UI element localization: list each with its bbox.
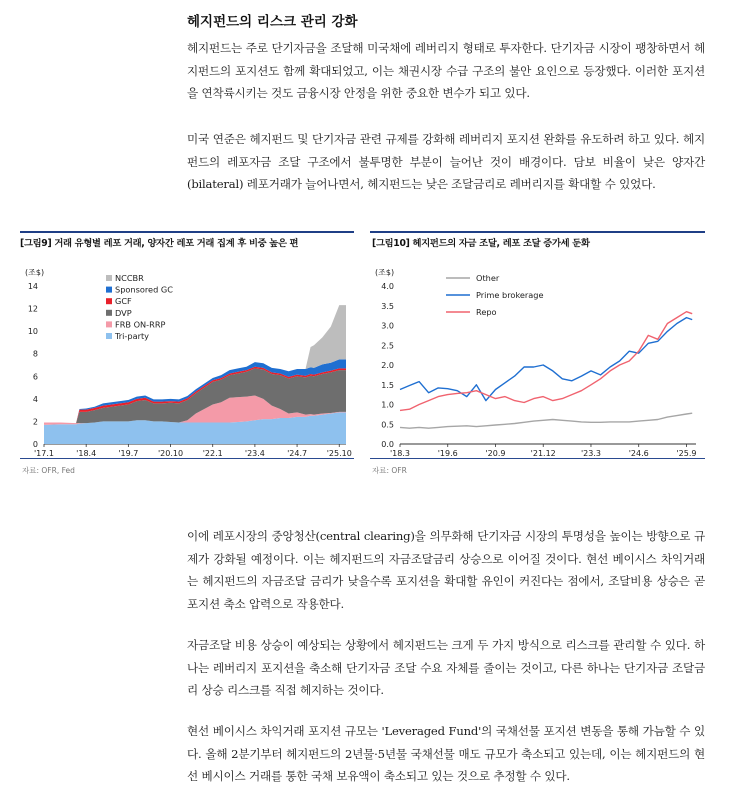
legend-label-0: NCCBR xyxy=(115,273,144,283)
legend-label-1: Prime brokerage xyxy=(476,290,544,300)
legend-swatch-1 xyxy=(106,287,112,293)
legend-label-4: FRB ON-RRP xyxy=(115,319,166,330)
y-tick-label-5: 10 xyxy=(27,327,38,337)
legend-label-0: Other xyxy=(476,273,500,283)
figure-9-title: [그림9] 거래 유형별 레포 거래, 양자간 레포 거래 집계 후 비중 높은 편 xyxy=(20,238,299,249)
y-tick-label-7: 14 xyxy=(27,282,38,291)
legend-swatch-0 xyxy=(106,275,112,281)
paragraph-5: 현선 베이시스 차익거래 포지션 규모는 'Leveraged Fund'의 국채선물 포지션 변동을 통해 가늠할 수 있다. 올해 2분기부터 헤지펀드의 2년물·5년물 국채선물 매도 규모가 축소되고 있는데, 이는 헤지펀드의 현선 베시이스 거래를 통한 국채 보유액이 축소되고 있는 것으로 추정할 수 있다. xyxy=(187,724,705,783)
figure-10-chart xyxy=(370,258,705,458)
legend-swatch-2 xyxy=(106,298,112,304)
y-tick-label-1: 0.5 xyxy=(381,420,394,430)
y-tick-label-4: 8 xyxy=(32,349,38,359)
legend-label-5: Tri-party xyxy=(115,331,150,341)
x-tick-label-1: '18.4 xyxy=(76,449,97,458)
legend-swatch-5 xyxy=(106,333,112,339)
figure-9-chart xyxy=(20,258,354,458)
y-tick-label-4: 2.0 xyxy=(381,361,394,370)
paragraph-2: 미국 연준은 헤지펀드 및 단기자금 관련 규제를 강화해 레버리지 포지션 완화를 유도하려 하고 있다. 헤지펀드의 레포자금 조달 구조에서 불투명한 부분이 늘어난 것이 배경이다. 담보 비율이 낮은 양자간(bilateral) 레포거래가 늘어나면서, 헤지펀드는 낮은 조달금리로 레버리지를 확대할 수 있었다. xyxy=(187,132,705,191)
x-tick-label-6: '24.7 xyxy=(287,449,308,458)
x-tick-label-4: '22.1 xyxy=(202,449,223,458)
figure-9-bottom-rule xyxy=(20,458,354,459)
x-tick-label-5: '23.4 xyxy=(244,449,265,458)
line-repo xyxy=(400,312,692,411)
x-tick-label-7: '25.10 xyxy=(326,449,352,458)
line-prime-brokerage xyxy=(400,318,692,401)
paragraph-3: 이에 레포시장의 중앙청산(central clearing)을 의무화해 단기자금 시장의 투명성을 높이는 방향으로 규제가 강화될 예정이다. 이는 헤지펀드의 자금조달금리 상승으로 이어질 것이다. 현선 베이시스 차익거래는 헤지펀드의 자금조달 금리가 낮을수록 포지션을 확대할 유인이 커진다는 점에서, 조달비용 상승은 곧 포지션 축소 압력으로 작용한다. xyxy=(187,529,705,611)
legend-swatch-4 xyxy=(106,321,112,327)
x-tick-label-5: '24.6 xyxy=(628,449,649,458)
y-tick-label-5: 2.5 xyxy=(381,341,394,351)
x-tick-label-0: '18.3 xyxy=(389,449,411,458)
x-tick-label-1: '19.6 xyxy=(437,449,458,458)
x-tick-label-4: '23.3 xyxy=(580,449,601,458)
x-tick-label-3: '20.10 xyxy=(157,449,184,458)
x-tick-label-0: '17.1 xyxy=(33,449,55,458)
y-tick-label-0: 0 xyxy=(32,440,38,449)
y-tick-label-1: 2 xyxy=(32,417,38,427)
legend-label-1: Sponsored GC xyxy=(115,284,173,295)
paragraph-4: 자금조달 비용 상승이 예상되는 상황에서 헤지펀드는 크게 두 가지 방식으로 리스크를 관리할 수 있다. 하나는 레버리지 포지션을 축소해 단기자금 조달 수요 자체를 줄이는 것이고, 다른 하나는 단기자금 조달금리 상승 리스크를 직접 헤지하는 것이다. xyxy=(187,638,705,697)
figure-9-source: 자료: OFR, Fed xyxy=(22,466,75,475)
legend-label-2: Repo xyxy=(476,307,497,317)
x-tick-label-2: '19.7 xyxy=(118,449,139,458)
figure-10-top-rule xyxy=(370,231,705,233)
y-tick-label-2: 4 xyxy=(32,394,38,404)
section-heading: 헤지펀드의 리스크 관리 강화 xyxy=(187,14,358,30)
y-tick-label-2: 1.0 xyxy=(381,400,394,410)
line-other xyxy=(400,413,692,428)
figure-10-bottom-rule xyxy=(370,458,705,459)
y-tick-label-6: 12 xyxy=(27,304,38,314)
legend-swatch-3 xyxy=(106,310,112,316)
figure-10-source: 자료: OFR xyxy=(372,466,407,475)
figure-9-unit-label: (조$) xyxy=(25,268,45,277)
y-tick-label-0: 0.0 xyxy=(381,440,394,449)
x-tick-label-6: '25.9 xyxy=(676,449,697,458)
figure-9-top-rule xyxy=(20,231,354,233)
y-tick-label-3: 6 xyxy=(32,372,38,382)
x-tick-label-3: '21.12 xyxy=(530,449,556,458)
y-tick-label-8: 4.0 xyxy=(381,282,394,291)
y-tick-label-6: 3.0 xyxy=(381,321,394,331)
figure-10-unit-label: (조$) xyxy=(375,268,395,277)
x-tick-label-2: '20.9 xyxy=(485,449,506,458)
legend-label-3: DVP xyxy=(115,307,132,318)
figure-10-title: [그림10] 헤지펀드의 자금 조달, 레포 조달 증가세 둔화 xyxy=(372,238,590,249)
y-tick-label-3: 1.5 xyxy=(381,380,394,390)
legend-label-2: GCF xyxy=(115,296,132,307)
paragraph-1: 헤지펀드는 주로 단기자금을 조달해 미국채에 레버리지 형태로 투자한다. 단기자금 시장이 팽창하면서 헤지펀드의 포지션도 함께 확대되었고, 이는 채권시장 수급 구조의 불안 요인으로 등장했다. 이러한 포지션을 연착륙시키는 것도 금융시장 안정을 위한 중요한 변수가 되고 있다. xyxy=(187,41,705,100)
y-tick-label-7: 3.5 xyxy=(381,301,394,311)
